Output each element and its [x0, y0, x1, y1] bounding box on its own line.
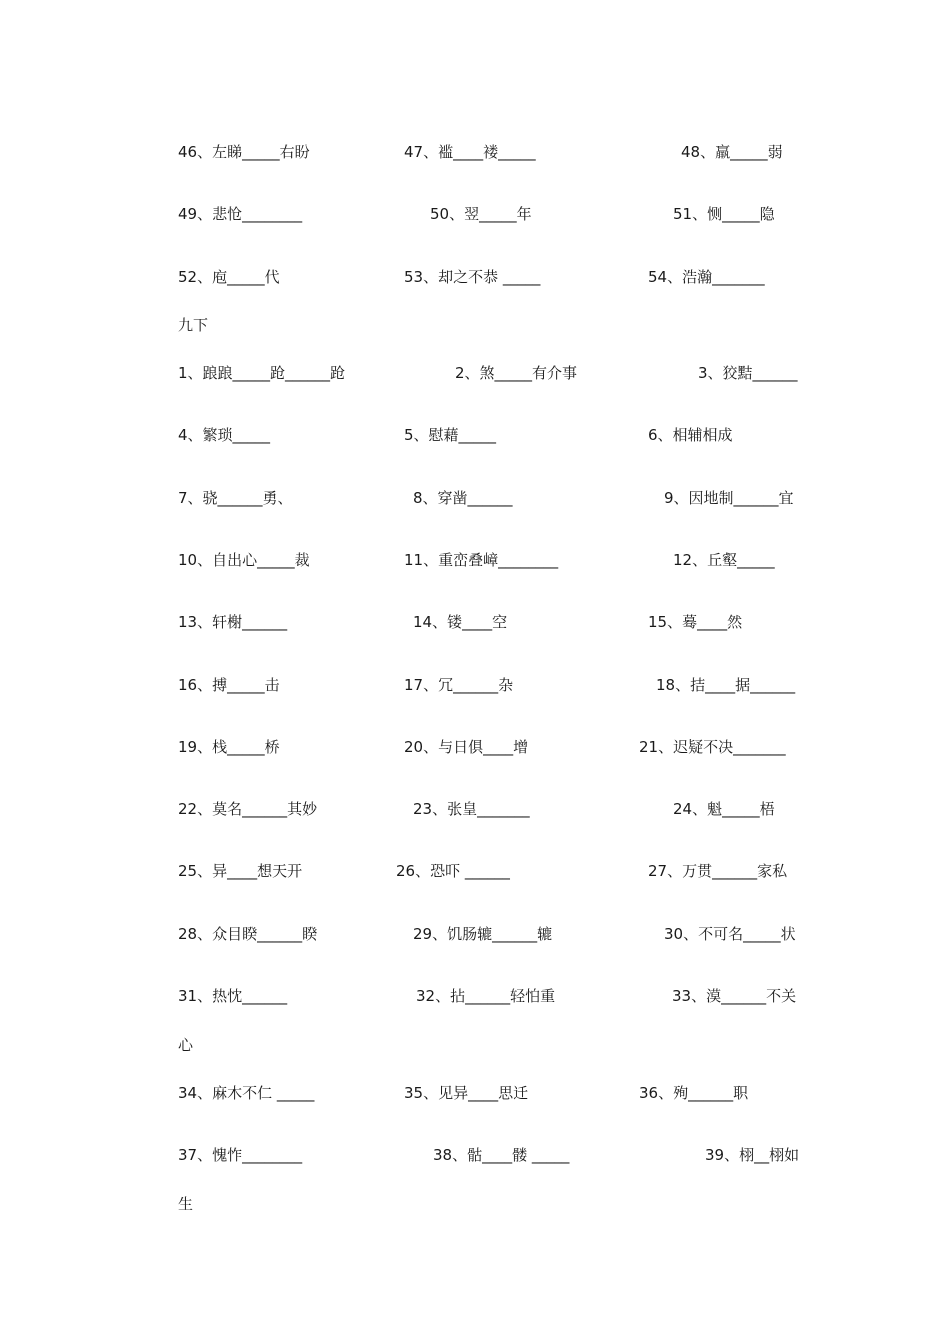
exercise-item-33: 33、漠______不关 — [672, 987, 797, 1005]
exercise-row — [0, 860, 950, 890]
exercise-item-19: 19、栈_____桥 — [178, 738, 280, 756]
exercise-item-15: 15、蓦____然 — [648, 613, 743, 631]
exercise-item-39: 39、栩__栩如 — [705, 1146, 800, 1164]
exercise-item-34: 34、麻木不仁 _____ — [178, 1084, 315, 1102]
exercise-item-50: 50、翌_____年 — [430, 205, 532, 223]
exercise-item-4: 4、繁琐_____ — [178, 426, 271, 444]
exercise-item-49: 49、悲怆________ — [178, 205, 303, 223]
exercise-item-23: 23、张皇_______ — [413, 800, 530, 818]
section-heading: 九下 — [178, 316, 209, 334]
exercise-item-24: 24、魁_____梧 — [673, 800, 775, 818]
wrapped-text: 心 — [178, 1036, 194, 1054]
exercise-item-35: 35、见异____思迁 — [404, 1084, 529, 1102]
exercise-item-25: 25、异____想天开 — [178, 862, 303, 880]
exercise-item-21: 21、迟疑不决_______ — [639, 738, 786, 756]
exercise-item-20: 20、与日俱____增 — [404, 738, 529, 756]
exercise-item-10: 10、自出心_____裁 — [178, 551, 310, 569]
exercise-item-22: 22、莫名______其妙 — [178, 800, 318, 818]
exercise-item-9: 9、因地制______宜 — [664, 489, 794, 507]
exercise-item-28: 28、众目睽______睽 — [178, 925, 318, 943]
exercise-item-47: 47、褴____褛_____ — [404, 143, 536, 161]
exercise-row — [0, 362, 950, 392]
exercise-item-18: 18、拮____据______ — [656, 676, 796, 694]
exercise-item-51: 51、恻_____隐 — [673, 205, 775, 223]
exercise-item-26: 26、恐吓 ______ — [396, 862, 510, 880]
exercise-item-29: 29、饥肠辘______辘 — [413, 925, 553, 943]
exercise-item-13: 13、轩榭______ — [178, 613, 288, 631]
exercise-row — [0, 487, 950, 517]
exercise-item-16: 16、搏_____击 — [178, 676, 280, 694]
exercise-item-32: 32、拈______轻怕重 — [416, 987, 556, 1005]
exercise-item-6: 6、相辅相成 — [648, 426, 733, 444]
exercise-row — [0, 923, 950, 953]
exercise-row — [0, 141, 950, 171]
exercise-item-37: 37、愧怍________ — [178, 1146, 303, 1164]
exercise-item-38: 38、骷____髅 _____ — [433, 1146, 570, 1164]
exercise-item-46: 46、左睇_____右盼 — [178, 143, 310, 161]
exercise-item-52: 52、庖_____代 — [178, 268, 280, 286]
exercise-item-7: 7、骁______勇、 — [178, 489, 293, 507]
exercise-row — [0, 203, 950, 233]
exercise-item-14: 14、镂____空 — [413, 613, 508, 631]
exercise-item-3: 3、狡黠______ — [698, 364, 798, 382]
exercise-item-27: 27、万贯______家私 — [648, 862, 788, 880]
exercise-item-2: 2、煞_____有介事 — [455, 364, 578, 382]
exercise-row — [0, 549, 950, 579]
exercise-item-5: 5、慰藉_____ — [404, 426, 497, 444]
exercise-item-30: 30、不可名_____状 — [664, 925, 796, 943]
exercise-item-31: 31、热忱______ — [178, 987, 288, 1005]
exercise-item-1: 1、踉踉_____跄______跄 — [178, 364, 346, 382]
exercise-item-54: 54、浩瀚_______ — [648, 268, 765, 286]
exercise-row — [0, 985, 950, 1015]
exercise-item-53: 53、却之不恭 _____ — [404, 268, 541, 286]
exercise-item-36: 36、殉______职 — [639, 1084, 749, 1102]
exercise-row — [0, 736, 950, 766]
wrapped-text: 生 — [178, 1195, 194, 1213]
exercise-item-17: 17、冗______杂 — [404, 676, 514, 694]
exercise-row — [0, 674, 950, 704]
exercise-row — [0, 266, 950, 296]
exercise-row — [0, 1144, 950, 1174]
exercise-item-12: 12、丘壑_____ — [673, 551, 775, 569]
exercise-item-48: 48、羸_____弱 — [681, 143, 783, 161]
exercise-row — [0, 424, 950, 454]
exercise-item-8: 8、穿凿______ — [413, 489, 513, 507]
exercise-row — [0, 611, 950, 641]
exercise-item-11: 11、重峦叠嶂________ — [404, 551, 559, 569]
exercise-row — [0, 1082, 950, 1112]
exercise-row — [0, 798, 950, 828]
